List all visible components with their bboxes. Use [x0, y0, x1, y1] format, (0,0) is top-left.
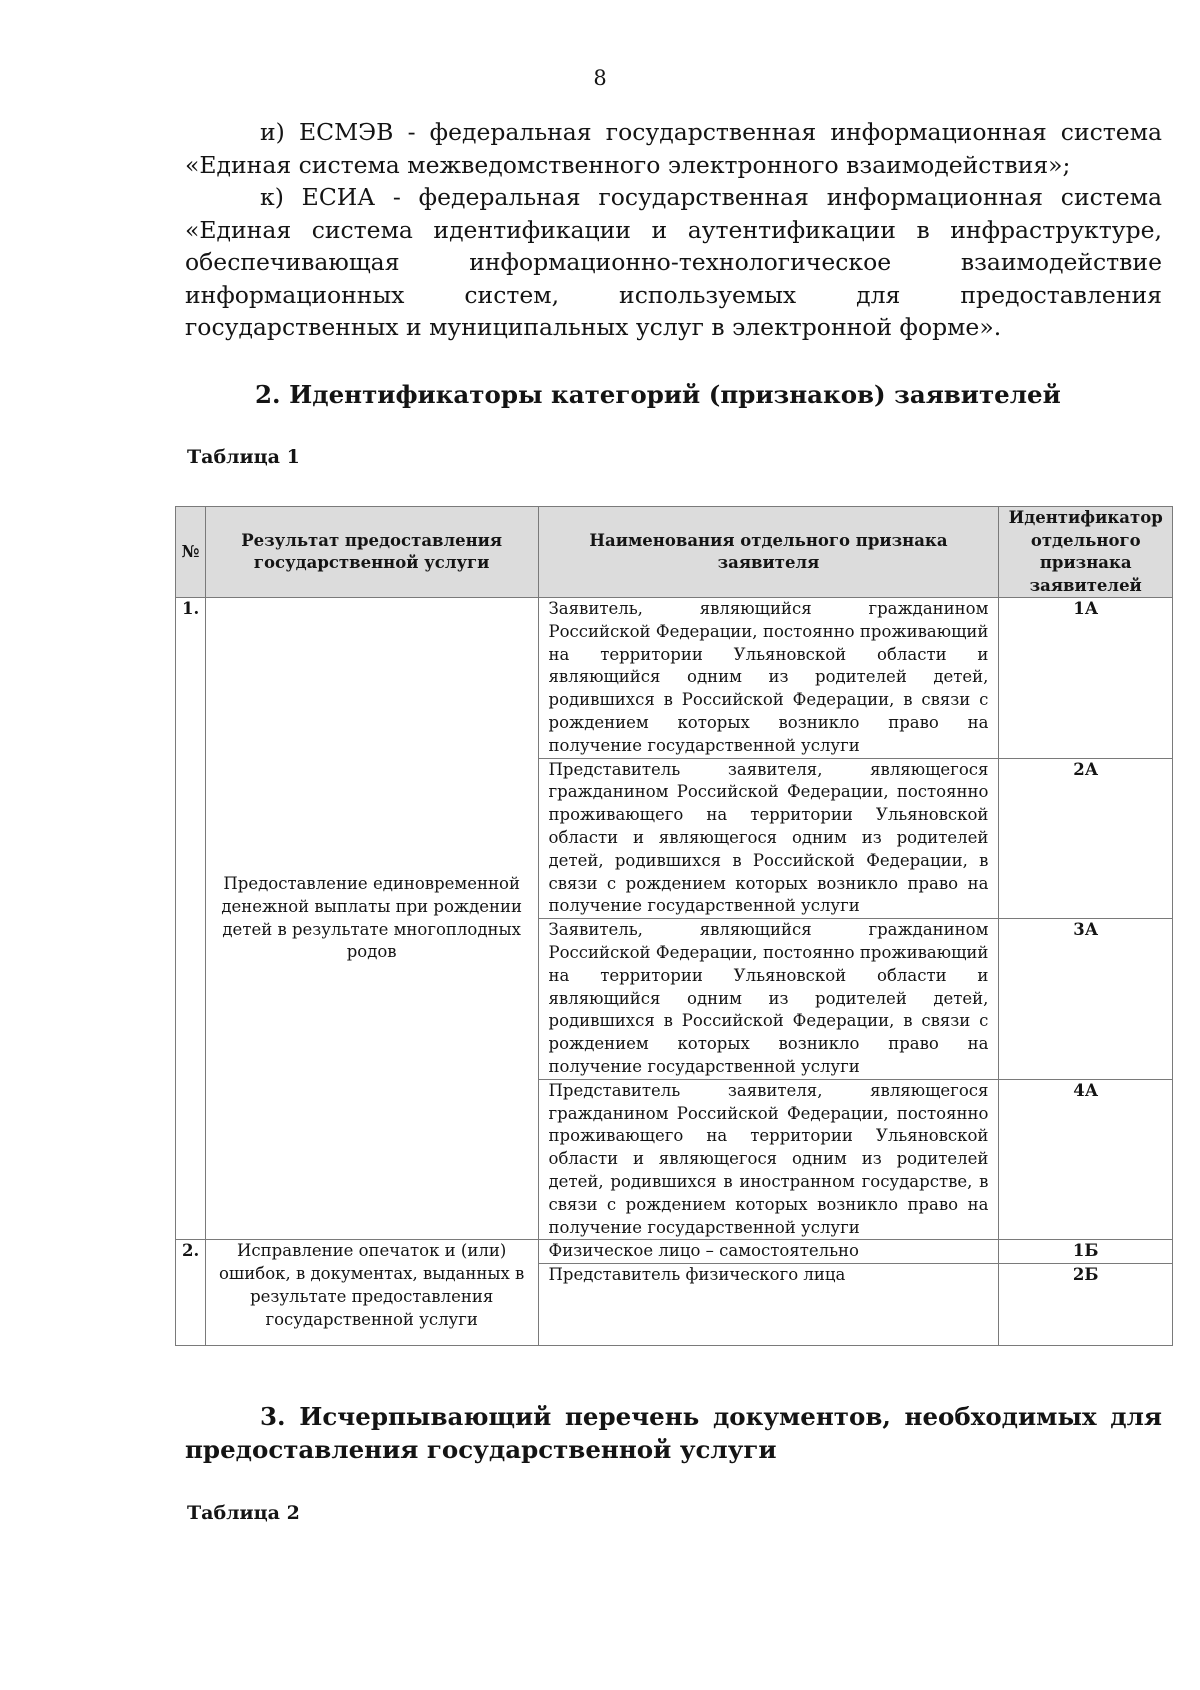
- applicant-sign: Физическое лицо – самостоятельно: [538, 1240, 999, 1264]
- applicant-identifier: 2А: [999, 758, 1173, 919]
- applicant-identifier: 1А: [999, 598, 1173, 759]
- applicant-identifier: 4А: [999, 1079, 1173, 1240]
- group-result: Предоставление единовременной денежной выплаты при рождении детей в результате многоплодных родов: [205, 598, 538, 1240]
- applicant-sign: Заявитель, являющийся гражданином Российской Федерации, постоянно проживающий на территории Ульяновской области и являющийся одним из родителей детей, родившихся в Российской Федерации, в связи с рождением которых возникло право на получение государственной услуги: [538, 919, 999, 1080]
- group-number: 1.: [176, 598, 206, 1240]
- applicant-sign: Заявитель, являющийся гражданином Российской Федерации, постоянно проживающий на территории Ульяновской области и являющийся одним из родителей детей, родившихся в Российской Федерации, в связи с рождением которых возникло право на получение государственной услуги: [538, 598, 999, 759]
- definition-esia: к) ЕСИА - федеральная государственная информационная система «Единая система идентификации и аутентификации в инфраструктуре, обеспечивающая информационно-технологическое взаимодействие информационных систем, используемых для предоставления государственных и муниципальных услуг в электронной форме».: [185, 183, 1162, 341]
- applicant-sign: Представитель заявителя, являющегося гражданином Российской Федерации, постоянно проживающего на территории Ульяновской области и являющегося одним из родителей детей, родившихся в Российской Федерации, в связи с рождением которых возникло право на получение государственной услуги: [538, 758, 999, 919]
- applicant-identifier: 2Б: [999, 1264, 1173, 1346]
- table-2-caption: Таблица 2: [187, 1502, 300, 1524]
- applicant-categories-table: [175, 506, 1173, 1346]
- section-3-heading: [185, 1400, 1162, 1466]
- applicant-identifier: 1Б: [999, 1240, 1173, 1264]
- table-row: [176, 1240, 1173, 1264]
- table-row: [176, 598, 1173, 759]
- applicant-sign: Представитель физического лица: [538, 1264, 999, 1346]
- group-number: 2.: [176, 1240, 206, 1346]
- intro-definitions: [185, 116, 1162, 344]
- table-1-caption: Таблица 1: [187, 446, 300, 468]
- table-header-row: [176, 507, 1173, 598]
- header-identifier: Идентификатор отдельного признака заявителей: [999, 507, 1173, 598]
- applicant-identifier: 3А: [999, 919, 1173, 1080]
- header-result: Результат предоставления государственной услуги: [205, 507, 538, 598]
- definition-esmev: и) ЕСМЭВ - федеральная государственная информационная система «Единая система межведомственного электронного взаимодействия»;: [185, 118, 1162, 179]
- applicant-sign: Представитель заявителя, являющегося гражданином Российской Федерации, постоянно проживающего на территории Ульяновской области и являющегося одним из родителей детей, родившихся в иностранном государстве, в связи с рождением которых возникло право на получение государственной услуги: [538, 1079, 999, 1240]
- header-number: №: [176, 507, 206, 598]
- group-result: Исправление опечаток и (или) ошибок, в документах, выданных в результате предоставления государственной услуги: [205, 1240, 538, 1346]
- section-3-heading-text: 3. Исчерпывающий перечень документов, необходимых для предоставления государственной услуги: [185, 1402, 1162, 1464]
- page-number: 8: [593, 66, 607, 90]
- section-2-heading: 2. Идентификаторы категорий (признаков) заявителей: [255, 380, 1061, 409]
- header-sign-name: Наименования отдельного признака заявителя: [538, 507, 999, 598]
